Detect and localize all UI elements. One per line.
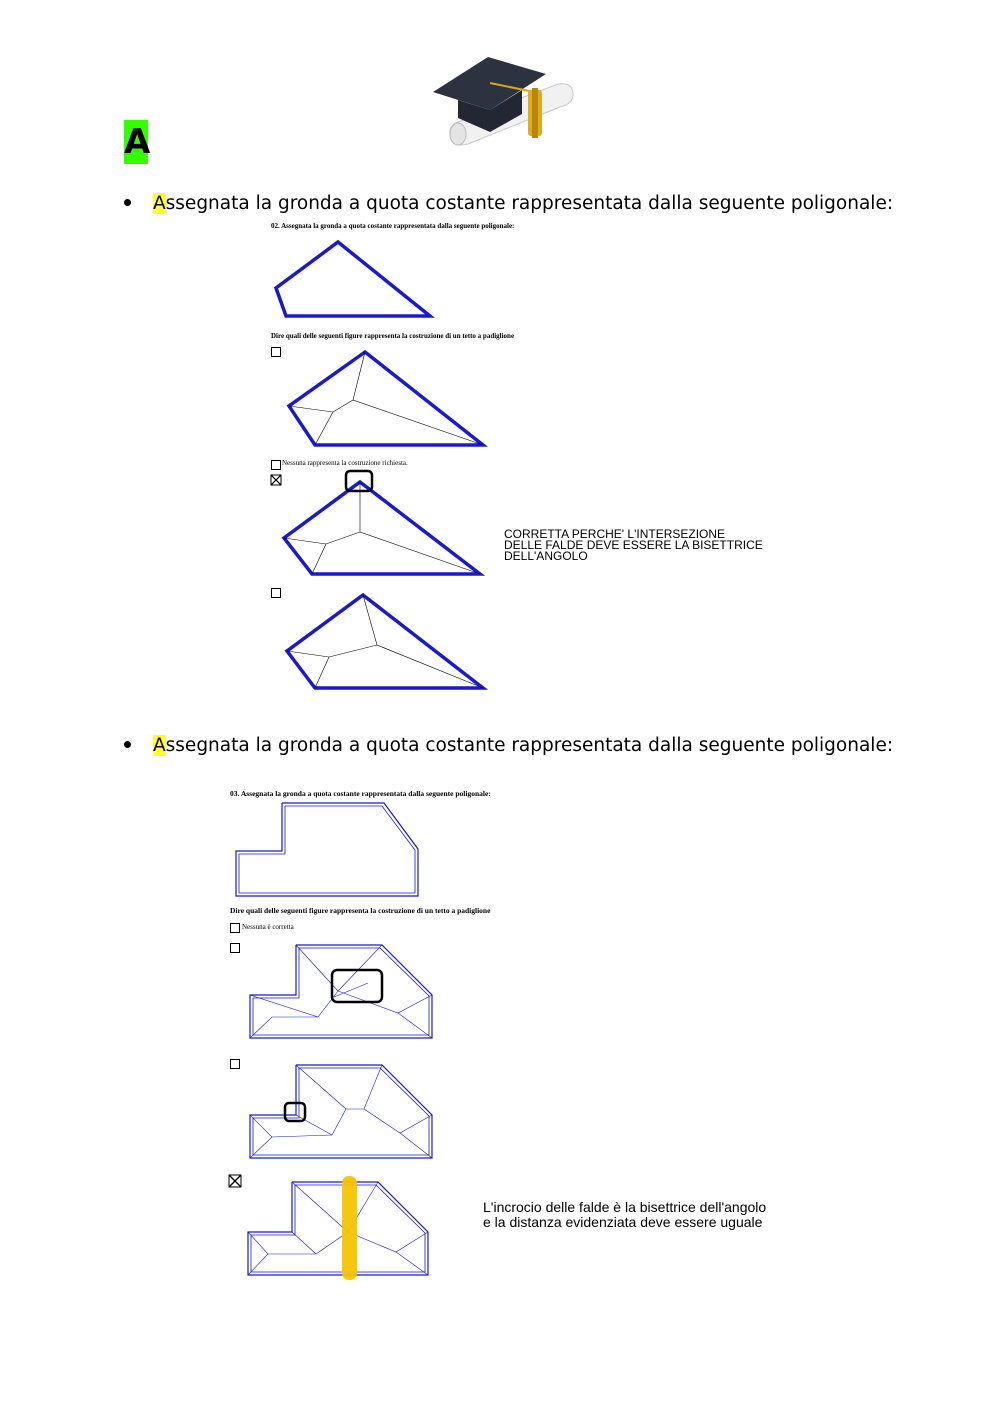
question-text: ssegnata la gronda a quota costante rappresentata dalla seguente poligonale: (165, 193, 894, 214)
option-checkbox[interactable] (271, 588, 281, 598)
question-1-heading (124, 191, 893, 217)
roof-option-3 (285, 591, 490, 693)
question-2-heading (124, 733, 893, 759)
option-checkbox[interactable] (230, 943, 240, 953)
highlighted-initial: A (153, 193, 166, 214)
bullet-dot (124, 741, 131, 748)
checked-checkbox-icon (228, 1174, 242, 1188)
option-checkbox[interactable] (230, 1059, 240, 1069)
scan-question-prompt: Dire quali delle seguenti figure rappresenta la costruzione di un tetto a padiglione (230, 906, 491, 915)
option-checkbox[interactable] (271, 347, 281, 357)
l-shaped-eave-figure (234, 801, 422, 899)
roof-option-2-correct (282, 468, 487, 580)
bullet-dot (124, 199, 131, 206)
checked-checkbox-icon (270, 474, 282, 486)
roof-option-l-3-correct (246, 1176, 434, 1282)
scan-question-title: 03. Assegnata la gronda a quota costante rappresentata dalla seguente poligonale: (230, 789, 491, 798)
correct-note-line-1: L'incrocio delle falde è la bisettrice dell'angolo (483, 1199, 767, 1215)
roof-option-1 (285, 348, 490, 450)
option-none-label: Nessuna è corretta (242, 923, 294, 931)
option-checkbox[interactable] (230, 923, 240, 933)
correct-note-line-2: e la distanza evidenziata deve essere uguale (483, 1214, 763, 1230)
roof-option-l-1 (248, 943, 436, 1041)
roof-option-l-2 (248, 1063, 436, 1161)
scan-question-prompt: Dire quali delle seguenti figure rappresenta la costruzione di un tetto a padiglione (271, 332, 515, 340)
option-none-label: Nessuna rappresenta la costruzione richiesta. (282, 459, 408, 467)
option-checkbox[interactable] (271, 460, 281, 470)
graduation-cap-diploma-icon (428, 52, 578, 152)
section-letter: A (124, 122, 151, 162)
correct-note: CORRETTA PERCHE' L'INTERSEZIONE DELLE FALDE DEVE ESSERE LA BISETTRICE DELL'ANGOLO (504, 527, 763, 563)
scan-question-title: 02. Assegnata la gronda a quota costante rappresentata dalla seguente poligonale: (271, 222, 515, 230)
polygon-eave-figure (270, 238, 440, 322)
question-text: ssegnata la gronda a quota costante rappresentata dalla seguente poligonale: (165, 735, 894, 756)
highlighted-initial: A (153, 735, 166, 756)
